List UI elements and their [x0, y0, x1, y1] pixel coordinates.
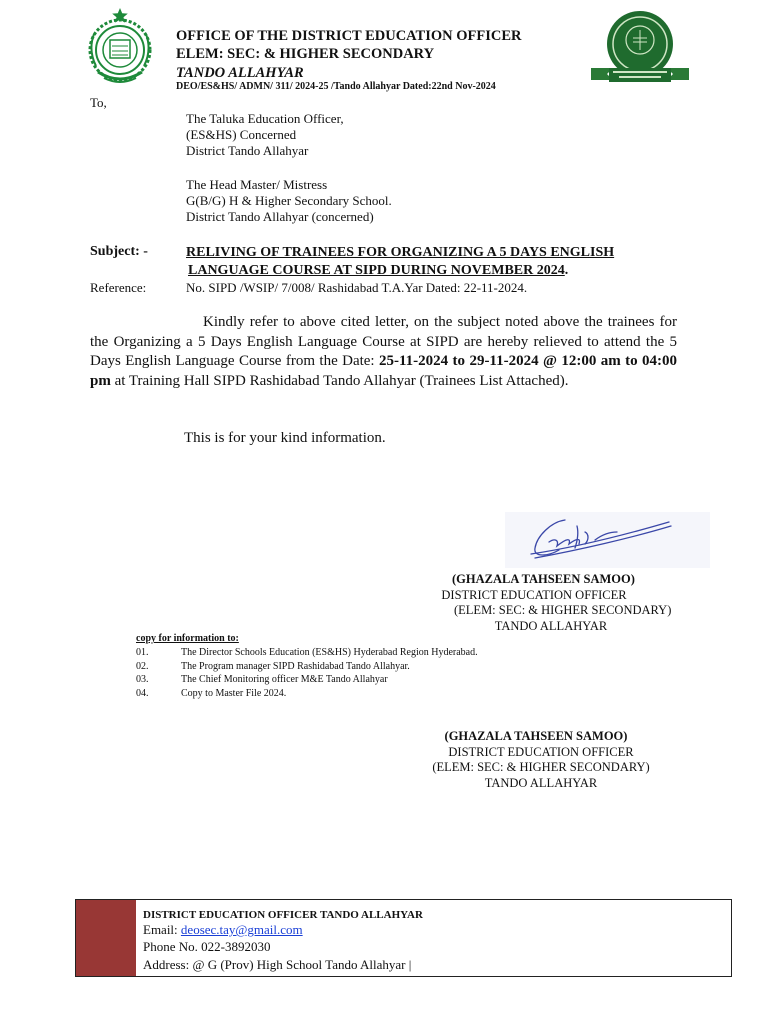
addressee-group-1	[186, 111, 344, 159]
letter-reference-number: DEO/ES&HS/ ADMN/ 311/ 2024-25 /Tando Allahyar Dated:22nd Nov-2024	[176, 81, 496, 92]
footer-phone: Phone No. 022-3892030	[143, 939, 271, 954]
signature-block-secondary	[431, 729, 651, 791]
closing-line: This is for your kind information.	[184, 430, 386, 446]
header-department: ELEM: SEC: & HIGHER SECONDARY	[176, 46, 435, 62]
list-item: 03. The Chief Monitoring officer M&E Tando Allahyar	[136, 674, 388, 685]
addressee-line: District Tando Allahyar (concerned)	[186, 209, 374, 224]
signatory-title: DISTRICT EDUCATION OFFICER	[441, 587, 627, 602]
body-text-end: at Training Hall SIPD Rashidabad Tando Allahyar (Trainees List Attached).	[110, 372, 569, 389]
sindh-government-emblem	[80, 4, 160, 88]
list-item: 04. Copy to Master File 2024.	[136, 687, 287, 699]
body-paragraph	[90, 313, 677, 391]
reference-text: No. SIPD /WSIP/ 7/008/ Rashidabad T.A.Yar Dated: 22-11-2024.	[186, 280, 528, 295]
signatory-title: DISTRICT EDUCATION OFFICER	[448, 744, 634, 759]
signatory-department: (ELEM: SEC: & HIGHER SECONDARY)	[432, 760, 650, 774]
handwritten-signature	[505, 512, 710, 568]
footer-email-row	[143, 921, 303, 938]
footer-email-link[interactable]: deosec.tay@gmail.com	[180, 922, 303, 937]
signature-block-primary	[441, 572, 672, 634]
subject-line-2: LANGUAGE COURSE AT SIPD DURING NOVEMBER 2024	[188, 263, 565, 278]
letterhead-footer	[75, 899, 732, 977]
body-text-start: Kindly refer to above cited letter, on the subject noted above the trainees for the Organizing a 5 Days English Language Course at SIPD are hereby relieved to attend the 5 Days English Language Course from the Date:	[90, 314, 677, 370]
copy-info-heading: copy for information to:	[136, 633, 239, 644]
footer-address: Address: @ G (Prov) High School Tando Allahyar |	[143, 957, 412, 972]
signatory-place: TANDO ALLAHYAR	[484, 775, 598, 790]
signatory-place: TANDO ALLAHYAR	[494, 618, 608, 633]
copy-info-list	[136, 646, 478, 700]
addressee-line: The Head Master/ Mistress	[186, 177, 328, 192]
subject-end: .	[564, 263, 569, 278]
addressee-group-2	[186, 177, 392, 225]
header-district: TANDO ALLAHYAR	[176, 65, 304, 81]
signatory-name: (GHAZALA TAHSEEN SAMOO)	[444, 729, 628, 743]
footer-email-label: Email:	[143, 922, 181, 937]
header-office-title: OFFICE OF THE DISTRICT EDUCATION OFFICER	[176, 28, 522, 44]
addressee-line: District Tando Allahyar	[186, 143, 309, 158]
footer-office: DISTRICT EDUCATION OFFICER TANDO ALLAHYAR	[143, 909, 423, 921]
reference-label: Reference:	[90, 280, 147, 295]
footer-color-bar	[76, 900, 136, 976]
subject-line-1: RELIVING OF TRAINEES FOR ORGANIZING A 5 DAYS ENGLISH	[186, 245, 615, 260]
addressee-line: G(B/G) H & Higher Secondary School.	[186, 193, 392, 208]
body-dates: 25-11-2024 to 29-11-2024 @ 12:00 am to 04:00 pm	[90, 353, 677, 389]
list-item: 01. The Director Schools Education (ES&HS) Hyderabad Region Hyderabad.	[136, 647, 478, 658]
district-education-officer-seal	[589, 8, 691, 98]
addressee-line: (ES&HS) Concerned	[186, 127, 297, 142]
signatory-name: (GHAZALA TAHSEEN SAMOO)	[452, 572, 635, 586]
subject-text	[186, 244, 614, 280]
addressee-line: The Taluka Education Officer,	[186, 111, 344, 126]
subject-label: Subject: -	[90, 244, 148, 259]
signatory-department: (ELEM: SEC: & HIGHER SECONDARY)	[454, 603, 672, 617]
list-item: 02. The Program manager SIPD Rashidabad Tando Allahyar.	[136, 660, 410, 672]
to-label: To,	[90, 95, 107, 110]
